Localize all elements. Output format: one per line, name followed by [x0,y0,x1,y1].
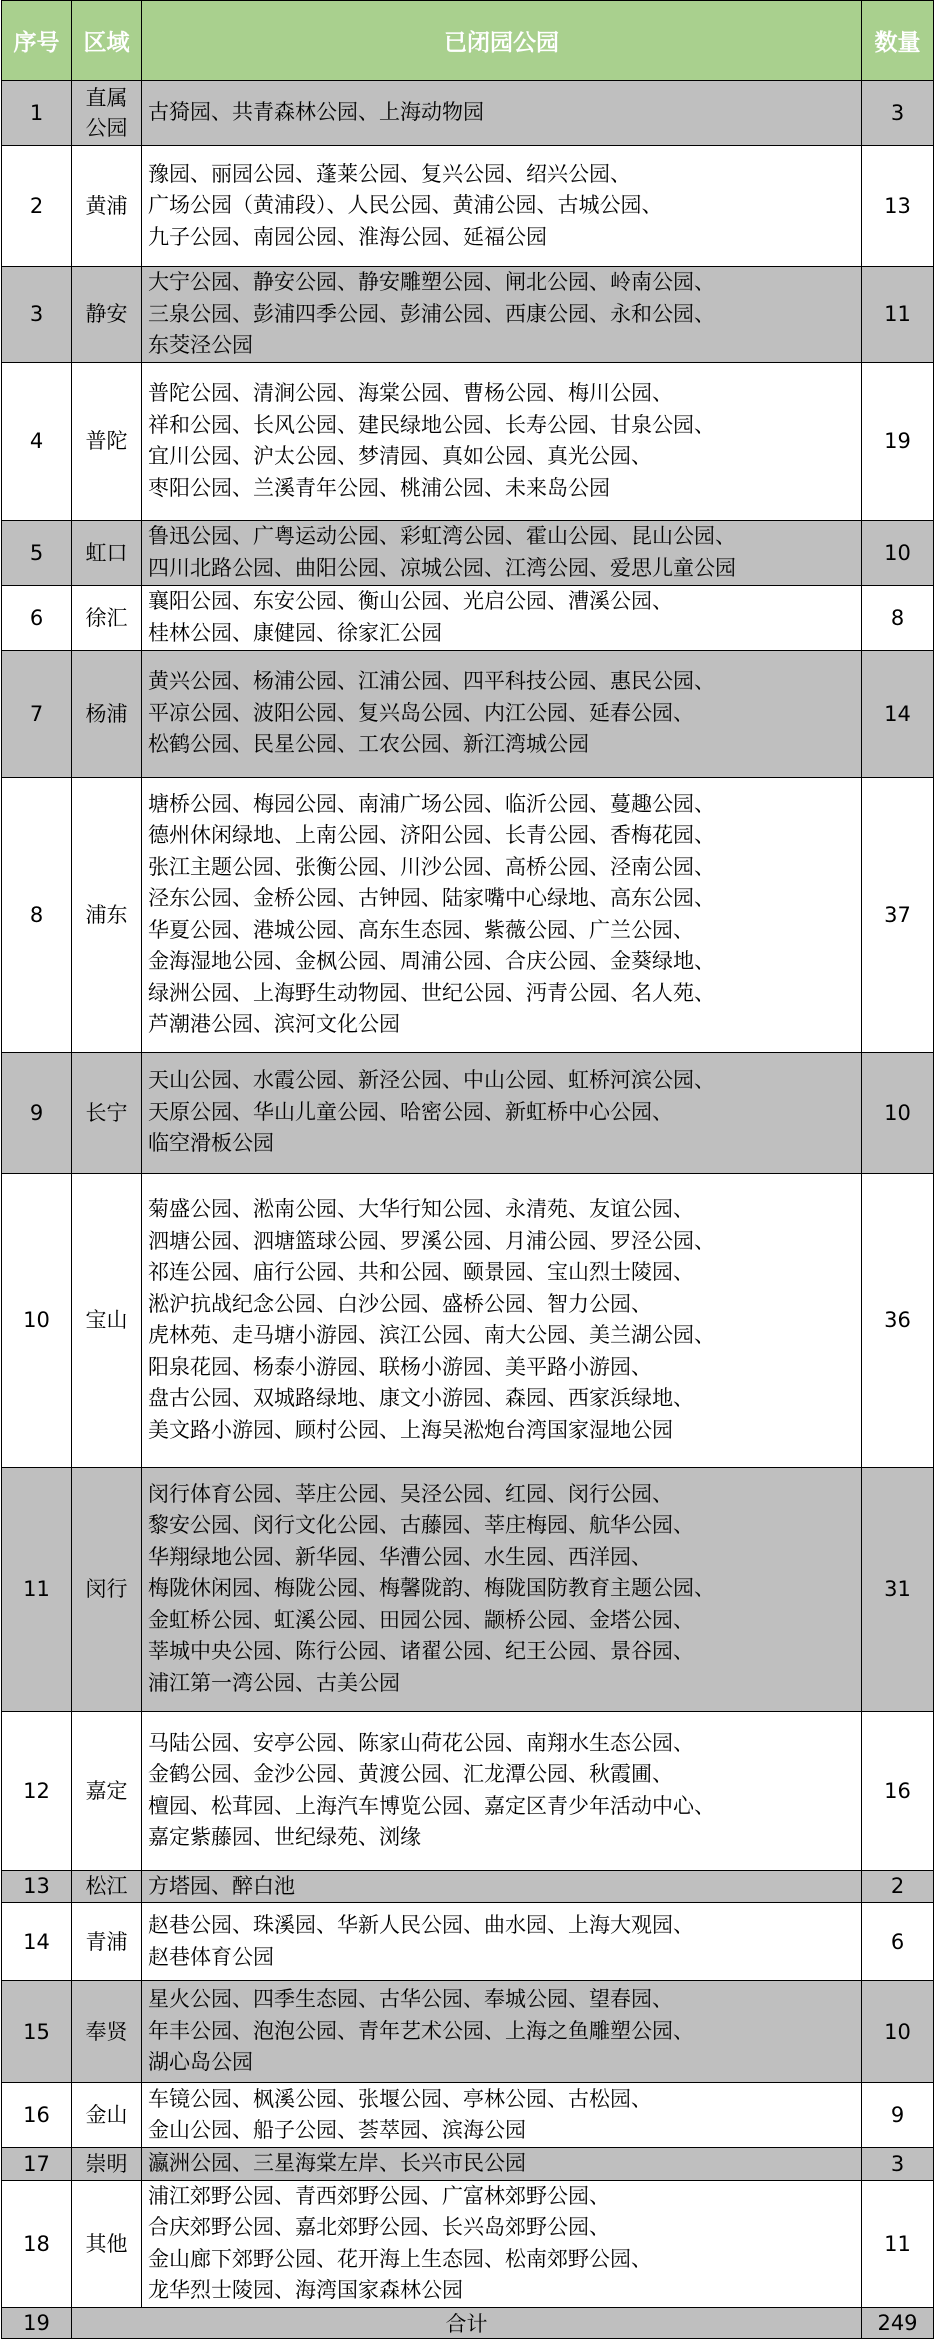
park-list-line: 赵巷体育公园 [148,1944,274,1969]
row-district: 直属 公园 [72,81,142,146]
park-list-line: 赵巷公园、珠溪园、华新人民公园、曲水园、上海大观园、 [148,1913,694,1937]
park-list-line: 龙华烈士陵园、海湾国家森林公园 [148,2278,463,2302]
row-parks [142,267,862,363]
park-list-line: 华夏公园、港城公园、高东生态园、紫薇公园、广兰公园、 [148,917,694,942]
row-count: 10 [862,1052,934,1173]
total-index: 19 [2,2307,72,2338]
park-list-line: 大宁公园、静安公园、静安雕塑公园、闸北公园、岭南公园、 [148,270,715,294]
row-count: 3 [862,81,934,146]
row-district: 虹口 [72,520,142,585]
park-list-line: 四川北路公园、曲阳公园、凉城公园、江湾公园、爱思儿童公园 [148,555,736,580]
park-list-line: 金海湿地公园、金枫公园、周浦公园、合庆公园、金葵绿地、 [148,949,715,973]
park-list-line: 浦江第一湾公园、古美公园 [148,1670,400,1695]
park-list-line: 泗塘公园、泗塘篮球公园、罗溪公园、月浦公园、罗泾公园、 [148,1228,715,1253]
table-row [2,2148,934,2181]
row-district: 静安 [72,267,142,363]
row-index: 4 [2,362,72,520]
park-list-line: 黄兴公园、杨浦公园、江浦公园、四平科技公园、惠民公园、 [148,669,715,694]
header-index: 序号 [2,1,72,81]
row-district: 普陀 [72,362,142,520]
park-list-line: 湖心岛公园 [148,2050,253,2075]
row-count: 16 [862,1711,934,1870]
park-list-line: 东茭泾公园 [148,333,253,357]
table-row [2,2083,934,2148]
park-list-line: 梅陇休闲园、梅陇公园、梅馨陇韵、梅陇国防教育主题公园、 [148,1576,715,1601]
row-district: 其他 [72,2180,142,2307]
row-parks [142,2148,862,2181]
row-parks [142,1981,862,2083]
park-list-line: 德州休闲绿地、上南公园、济阳公园、长青公园、香梅花园、 [148,823,715,847]
row-index: 5 [2,520,72,585]
table-row [2,1903,934,1981]
park-list-line: 阳泉花园、杨泰小游园、联杨小游园、美平路小游园、 [148,1354,652,1379]
row-count: 9 [862,2083,934,2148]
row-index: 12 [2,1711,72,1870]
park-list-line: 桂林公园、康健园、徐家汇公园 [148,620,442,645]
row-count: 19 [862,362,934,520]
park-list-line: 广场公园（黄浦段）、人民公园、黄浦公园、古城公园、 [148,193,663,218]
table-row [2,1981,934,2083]
closed-parks-table [1,0,934,2339]
row-index: 11 [2,1467,72,1711]
total-count: 249 [862,2307,934,2338]
park-list-line: 美文路小游园、顾村公园、上海吴淞炮台湾国家湿地公园 [148,1417,673,1442]
park-list-line: 金山公园、船子公园、荟萃园、滨海公园 [148,2118,526,2142]
table-row [2,520,934,585]
park-list-line: 年丰公园、泡泡公园、青年艺术公园、上海之鱼雕塑公园、 [148,2018,694,2043]
row-count: 11 [862,267,934,363]
park-list-line: 祁连公园、庙行公园、共和公园、颐景园、宝山烈士陵园、 [148,1260,694,1284]
row-count: 2 [862,1870,934,1903]
row-count: 8 [862,585,934,650]
row-count: 31 [862,1467,934,1711]
row-index: 9 [2,1052,72,1173]
row-index: 6 [2,585,72,650]
row-district: 嘉定 [72,1711,142,1870]
row-district: 黄浦 [72,146,142,267]
row-index: 14 [2,1903,72,1981]
park-list-line: 松鹤公园、民星公园、工农公园、新江湾城公园 [148,732,589,757]
park-list-line: 泾东公园、金桥公园、古钟园、陆家嘴中心绿地、高东公园、 [148,886,715,910]
park-list-line: 华翔绿地公园、新华园、华漕公园、水生园、西洋园、 [148,1544,652,1569]
row-district: 金山 [72,2083,142,2148]
park-list-line: 平凉公园、波阳公园、复兴岛公园、内江公园、延春公园、 [148,700,694,725]
row-parks [142,2180,862,2307]
row-count: 10 [862,1981,934,2083]
row-index: 18 [2,2180,72,2307]
park-list-line: 黎安公园、闵行文化公园、古藤园、莘庄梅园、航华公园、 [148,1513,694,1538]
table-row [2,1467,934,1711]
park-list-line: 金虹桥公园、虹溪公园、田园公园、颛桥公园、金塔公园、 [148,1607,694,1632]
table-row [2,267,934,363]
table-row [2,1052,934,1173]
row-index: 13 [2,1870,72,1903]
park-list-line: 九子公园、南园公园、淮海公园、延福公园 [148,224,547,249]
park-list-line: 宜川公园、沪太公园、梦清园、真如公园、真光公园、 [148,444,652,468]
park-list-line: 檀园、松茸园、上海汽车博览公园、嘉定区青少年活动中心、 [148,1793,715,1818]
park-list-line: 闵行体育公园、莘庄公园、吴泾公园、红园、闵行公园、 [148,1481,673,1506]
table-row [2,2180,934,2307]
row-count: 36 [862,1173,934,1467]
park-list-line: 盘古公园、双城路绿地、康文小游园、森园、西家浜绿地、 [148,1386,694,1410]
table-row [2,1173,934,1467]
row-count: 10 [862,520,934,585]
row-index: 1 [2,81,72,146]
table-row [2,146,934,267]
row-index: 2 [2,146,72,267]
park-list-line: 金鹤公园、金沙公园、黄渡公园、汇龙潭公园、秋霞圃、 [148,1762,673,1786]
row-parks [142,1711,862,1870]
row-district: 青浦 [72,1903,142,1981]
row-index: 7 [2,650,72,777]
table-row [2,362,934,520]
park-list-line: 莘城中央公园、陈行公园、诸翟公园、纪王公园、景谷园、 [148,1639,694,1664]
park-list-line: 金山廊下郊野公园、花开海上生态园、松南郊野公园、 [148,2246,652,2271]
table-row [2,585,934,650]
row-count: 11 [862,2180,934,2307]
total-row [2,2307,934,2338]
park-list-line: 芦潮港公园、滨河文化公园 [148,1012,400,1036]
park-list-line: 淞沪抗战纪念公园、白沙公园、盛桥公园、智力公园、 [148,1291,652,1316]
table-row [2,81,934,146]
row-parks [142,146,862,267]
park-list-line: 古猗园、共青森林公园、上海动物园 [148,100,484,125]
row-count: 3 [862,2148,934,2181]
park-list-line: 天原公园、华山儿童公园、哈密公园、新虹桥中心公园、 [148,1099,673,1124]
row-district: 徐汇 [72,585,142,650]
park-list-line: 浦江郊野公园、青西郊野公园、广富林郊野公园、 [148,2183,610,2208]
row-parks [142,520,862,585]
row-parks [142,1903,862,1981]
row-district: 长宁 [72,1052,142,1173]
row-index: 8 [2,777,72,1052]
table-row [2,1711,934,1870]
table-header-row [2,1,934,81]
park-list-line: 马陆公园、安亭公园、陈家山荷花公园、南翔水生态公园、 [148,1730,694,1755]
park-list-line: 合庆郊野公园、嘉北郊野公园、长兴岛郊野公园、 [148,2215,610,2239]
park-list-line: 天山公园、水霞公园、新泾公园、中山公园、虹桥河滨公园、 [148,1068,715,1093]
row-district: 崇明 [72,2148,142,2181]
park-list-line: 星火公园、四季生态园、古华公园、奉城公园、望春园、 [148,1987,673,2012]
row-index: 3 [2,267,72,363]
park-list-line: 襄阳公园、东安公园、衡山公园、光启公园、漕溪公园、 [148,589,673,613]
header-parks: 已闭园公园 [142,1,862,81]
row-district: 闵行 [72,1467,142,1711]
row-count: 37 [862,777,934,1052]
row-parks [142,81,862,146]
row-index: 15 [2,1981,72,2083]
row-district: 宝山 [72,1173,142,1467]
park-list-line: 虎林苑、走马塘小游园、滨江公园、南大公园、美兰湖公园、 [148,1323,715,1347]
park-list-line: 普陀公园、清涧公园、海棠公园、曹杨公园、梅川公园、 [148,381,673,405]
row-parks [142,1052,862,1173]
row-parks [142,1173,862,1467]
park-list-line: 枣阳公园、兰溪青年公园、桃浦公园、未来岛公园 [148,475,610,500]
row-parks [142,1467,862,1711]
row-district: 浦东 [72,777,142,1052]
park-list-line: 塘桥公园、梅园公园、南浦广场公园、临沂公园、蔓趣公园、 [148,791,715,816]
park-list-line: 三泉公园、彭浦四季公园、彭浦公园、西康公园、永和公园、 [148,301,715,326]
header-count: 数量 [862,1,934,81]
table-row [2,777,934,1052]
park-list-line: 菊盛公园、淞南公园、大华行知公园、永清苑、友谊公园、 [148,1197,694,1221]
park-list-line: 豫园、丽园公园、蓬莱公园、复兴公园、绍兴公园、 [148,161,631,186]
row-index: 17 [2,2148,72,2181]
park-list-line: 鲁迅公园、广粤运动公园、彩虹湾公园、霍山公园、昆山公园、 [148,524,736,548]
row-parks [142,2083,862,2148]
park-list-line: 张江主题公园、张衡公园、川沙公园、高桥公园、泾南公园、 [148,854,715,879]
table-row [2,650,934,777]
total-label: 合计 [72,2307,862,2338]
park-list-line: 嘉定紫藤园、世纪绿苑、浏缘 [148,1825,421,1849]
park-list-line: 祥和公园、长风公园、建民绿地公园、长寿公园、甘泉公园、 [148,412,715,437]
park-list-line: 绿洲公园、上海野生动物园、世纪公园、沔青公园、名人苑、 [148,980,715,1005]
row-district: 松江 [72,1870,142,1903]
row-parks [142,650,862,777]
park-list-line: 方塔园、醉白池 [148,1873,295,1898]
row-count: 13 [862,146,934,267]
row-index: 10 [2,1173,72,1467]
row-parks [142,362,862,520]
row-count: 6 [862,1903,934,1981]
row-parks [142,1870,862,1903]
row-parks [142,777,862,1052]
header-district: 区域 [72,1,142,81]
park-list-line: 车镜公园、枫溪公园、张堰公园、亭林公园、古松园、 [148,2086,652,2111]
park-list-line: 临空滑板公园 [148,1131,274,1156]
row-count: 14 [862,650,934,777]
row-district: 杨浦 [72,650,142,777]
park-list-line: 瀛洲公园、三星海棠左岸、长兴市民公园 [148,2151,526,2175]
row-index: 16 [2,2083,72,2148]
row-parks [142,585,862,650]
table-row [2,1870,934,1903]
row-district: 奉贤 [72,1981,142,2083]
